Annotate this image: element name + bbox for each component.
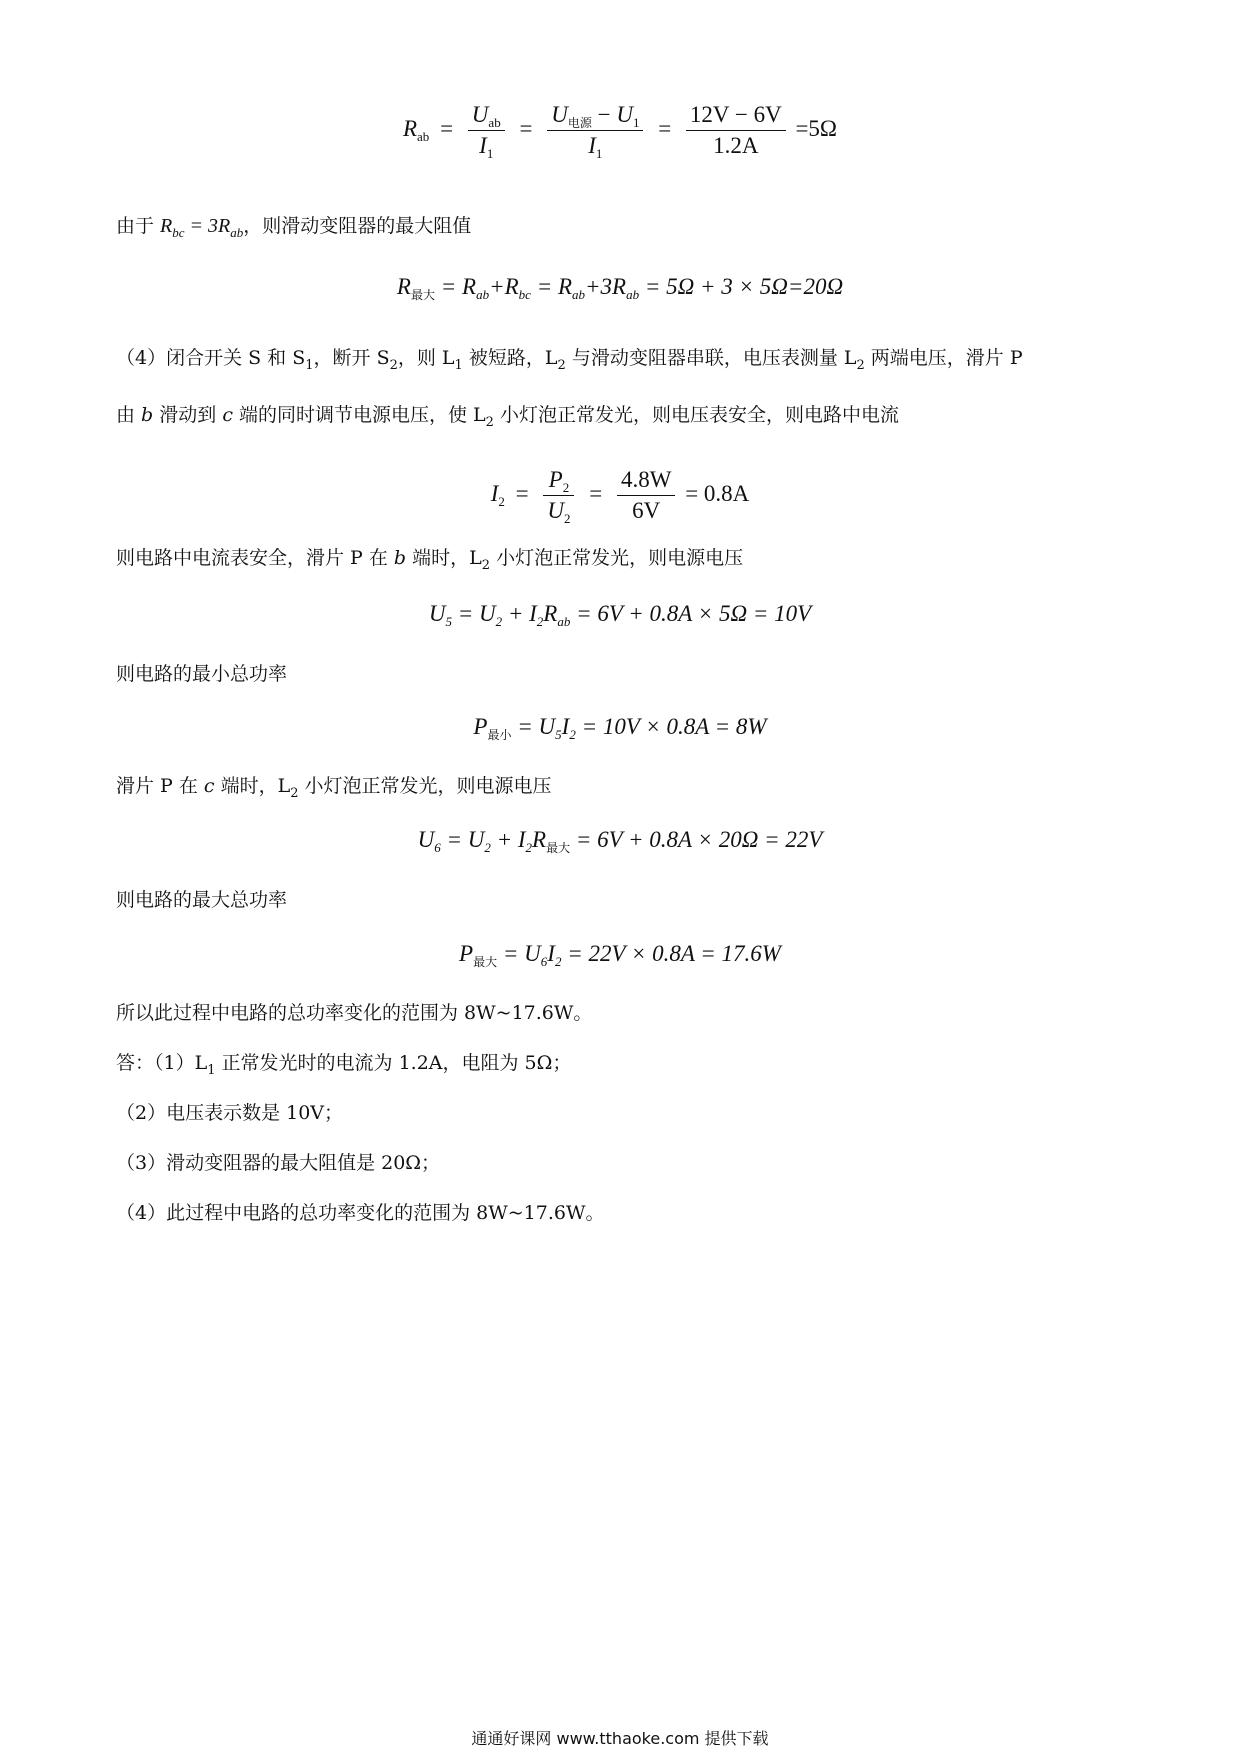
text-min-power: 则电路的最小总功率: [116, 663, 288, 685]
frac-num: U: [471, 102, 489, 127]
frac-num-b-sub: 1: [632, 115, 640, 130]
text-line-rbc: [116, 213, 471, 239]
i2-lhs-sub: 2: [498, 493, 505, 509]
fraction-usource-minus-u1: [547, 100, 643, 161]
equation-rmax: [0, 274, 1240, 300]
minus-sign: −: [597, 102, 611, 127]
frac-num-sub: ab: [488, 115, 501, 130]
answer-2: （2）电压表示数是 10V；: [116, 1102, 344, 1124]
text-b-end: 则电路中电流表安全，滑片 P 在 b 端时，$L_2$ 小灯泡正常发光，则电源电压: [116, 547, 744, 573]
frac-value-num: 12V − 6V: [686, 100, 786, 131]
fraction-p2-over-u2: [543, 465, 574, 526]
rmax-lhs-sub: 最大: [410, 288, 435, 302]
fraction-values: [617, 465, 675, 526]
frac-den-sub: 1: [595, 146, 603, 161]
text-t1b: ，则滑动变阻器的最大阻值: [243, 215, 472, 237]
rab-lhs: R: [402, 115, 418, 141]
text-step4-line2: 由 b 滑动到 c 端的同时调节电源电压，使 $L_2$ 小灯泡正常发光，则电压表安全，则电路中电流: [116, 404, 899, 430]
rab-result: =5Ω: [795, 115, 838, 141]
frac-value-num: 4.8W: [617, 465, 675, 496]
text-c-end: 滑片 P 在 c 端时，$L_2$ 小灯泡正常发光，则电源电压: [116, 775, 552, 801]
rmax-rhs: = $R_{ab}+R_{bc} = R_{ab}+3R_{ab} = 5\Omega + 3 \times 5\Omega=20\Omega$: [440, 274, 844, 302]
frac-den: I: [588, 133, 596, 158]
rmax-lhs: R: [396, 274, 411, 299]
frac-den: U: [547, 498, 564, 523]
equation-i2: $I_2$ = $\frac{P_2}{U_2}$ = $\frac{4.8W}{6V}$ = 0.8A: [490, 467, 750, 526]
rab-lhs-sub: ab: [417, 128, 430, 144]
answer-4: （4）此过程中电路的总功率变化的范围为 8W~17.6W。: [116, 1202, 605, 1224]
equation-u6: $U_6 = U_2 + I_2R_{最大} = 6V + 0.8A \times 20\Omega = 22V$: [417, 827, 823, 855]
inline-math-rbc: $R_{bc} = 3R_{ab}$: [160, 215, 244, 240]
frac-value-den: 1.2A: [713, 133, 759, 158]
frac-num-sub: 2: [562, 480, 570, 495]
frac-value-den: 6V: [632, 498, 661, 523]
frac-num: P: [548, 467, 563, 492]
text-t1a: 由于: [116, 215, 161, 237]
frac-den: I: [479, 133, 487, 158]
equation-pmax: $P_{最大} = U_6I_2 = 22V \times 0.8A = 17.6W$: [459, 941, 781, 969]
text-power-range: 所以此过程中电路的总功率变化的范围为 8W~17.6W。: [116, 1002, 593, 1024]
fraction-values: [686, 100, 786, 161]
equation-pmin: $P_{最小} = U_5I_2 = 10V \times 0.8A = 8W$: [473, 714, 767, 742]
frac-num-b: U: [616, 102, 633, 127]
text-max-power: 则电路的最大总功率: [116, 889, 288, 911]
answer-1: 答：$(1)L_1$ 正常发光时的电流为 1.2A，电阻为 5Ω；: [116, 1052, 572, 1078]
answer-3: （3）滑动变阻器的最大阻值是 20Ω；: [116, 1152, 441, 1174]
equation-rab: $R_{ab}$ = $\frac{U_{ab}}{I_1}$ = $\frac{U_{电源} - U_1}{I_1}$ = $\frac{12V - 6V}{1.2A}$ =5Ω: [402, 102, 838, 161]
fraction-uab-over-i1: [468, 100, 505, 161]
page-footer: 通通好课网 www.tthaoke.com 提供下载: [471, 1729, 769, 1748]
equation-u5: $U_5 = U_2 + I_2R_{ab} = 6V + 0.8A \times 5\Omega = 10V$: [428, 601, 812, 629]
frac-den-sub: 1: [486, 146, 494, 161]
frac-num-a: U: [551, 102, 568, 127]
text-step4-line1: （4）闭合开关 S 和 $S_1$，断开 $S_2$，则 $L_1$ 被短路，$L_2$ 与滑动变阻器串联，电压表测量 $L_2$ 两端电压，滑片 P: [116, 347, 1023, 373]
i2-lhs: I: [490, 480, 499, 506]
frac-num-a-sub: 电源: [567, 116, 592, 130]
i2-result: = 0.8A: [685, 480, 750, 506]
frac-den-sub: 2: [563, 511, 571, 526]
